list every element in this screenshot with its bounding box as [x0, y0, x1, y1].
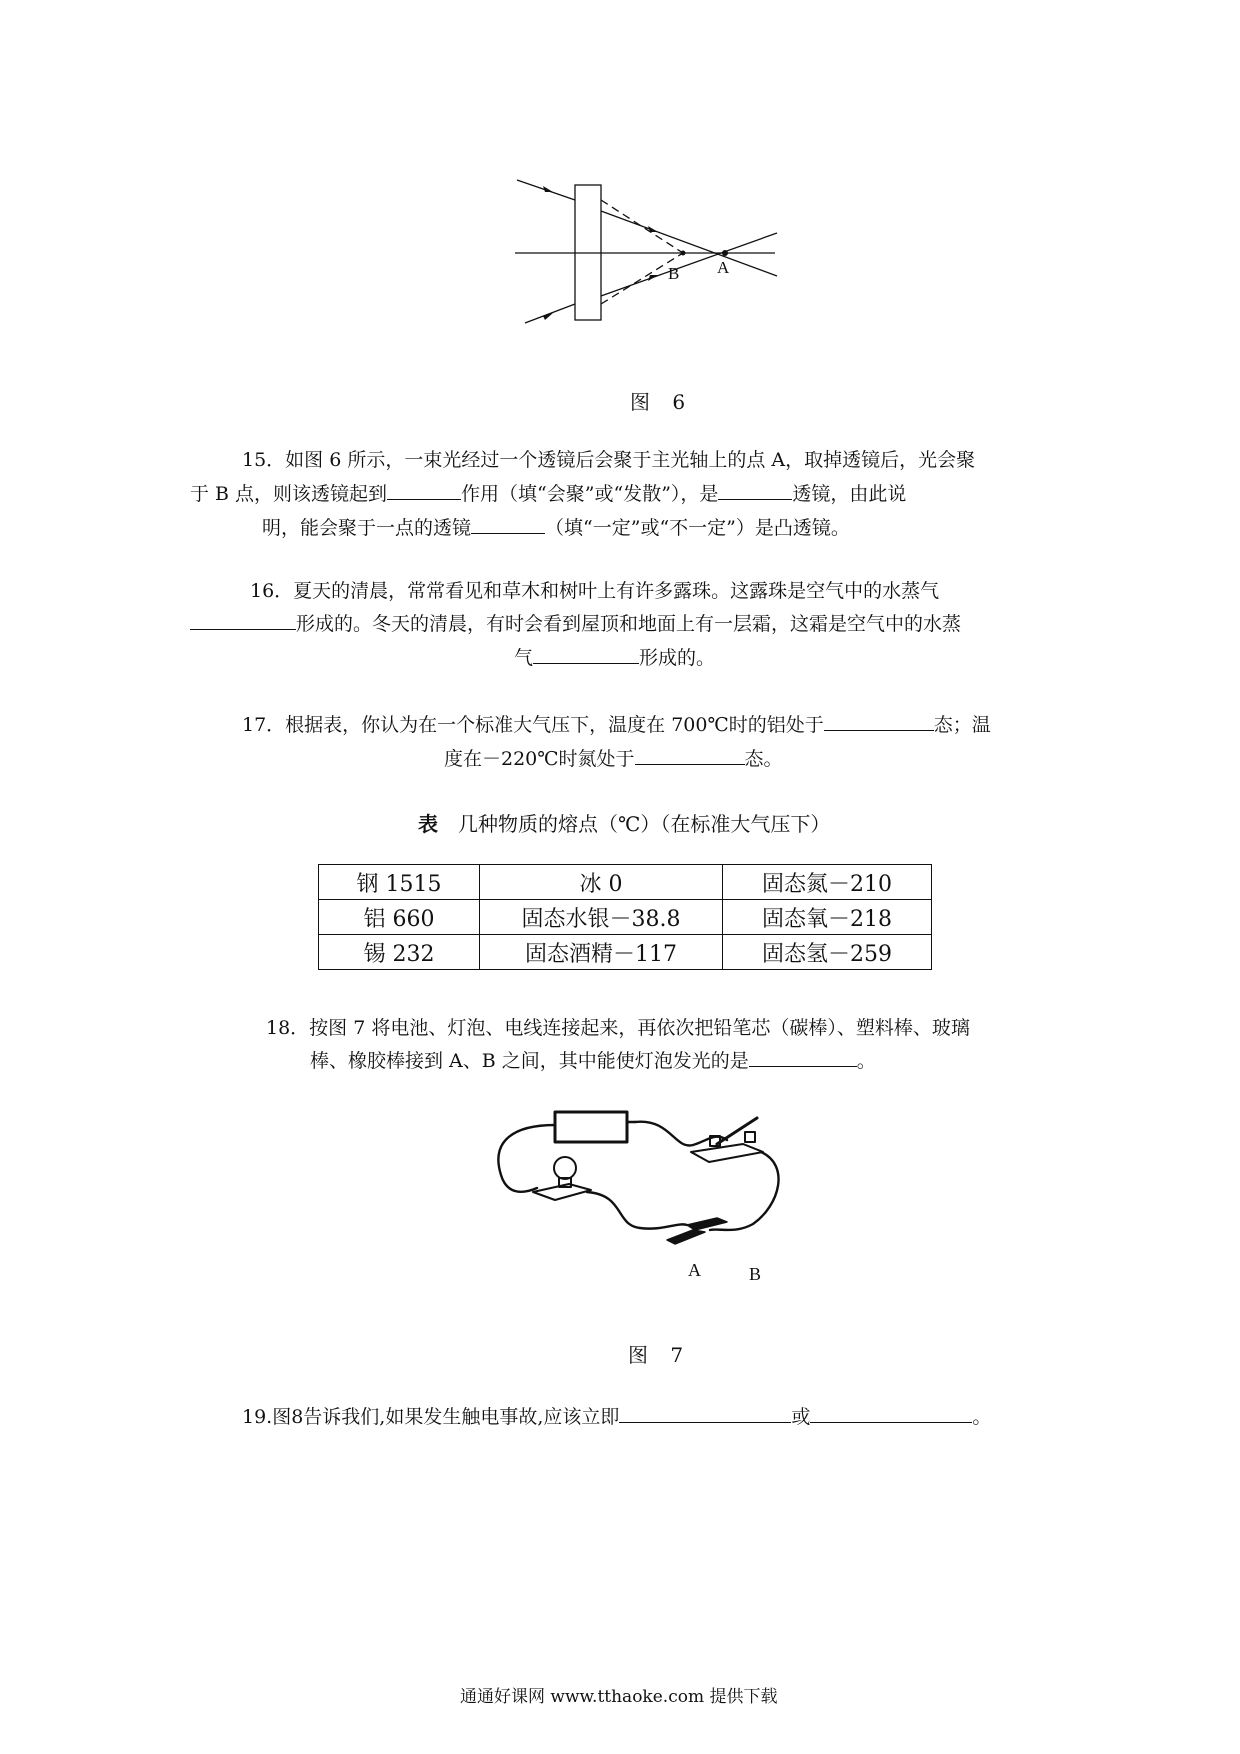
label-b: B [668, 264, 680, 283]
wire [587, 1192, 687, 1229]
q17-blank-1[interactable] [824, 712, 934, 731]
battery [555, 1112, 627, 1142]
q16-line-2 [190, 611, 961, 637]
table-cell: 固态水银－38.8 [480, 900, 723, 935]
arrow-head [543, 186, 553, 192]
q15-text: 明，能会聚于一点的透镜 [262, 517, 472, 539]
q16-blank-2[interactable] [533, 645, 639, 664]
q16-text: 形成的。冬天的清晨，有时会看到屋顶和地面上有一层霜，这霜是空气中的水蒸 [296, 613, 962, 635]
q15-blank-2[interactable] [718, 481, 792, 500]
wire [635, 1122, 727, 1146]
q18-text: 。 [856, 1050, 876, 1072]
q15-text: 于 B 点，则该透镜起到 [190, 483, 388, 505]
clip-b [667, 1230, 705, 1244]
q15-line-2 [190, 481, 906, 507]
q18-line-2 [310, 1048, 876, 1074]
q18-line-1: 18．按图 7 将电池、灯泡、电线连接起来，再依次把铅笔芯（碳棒）、塑料棒、玻璃 [266, 1017, 970, 1039]
point-b [681, 251, 686, 256]
q19-blank-2[interactable] [810, 1404, 972, 1423]
table-label: 表 [418, 812, 438, 836]
q17-text: 态。 [744, 748, 783, 770]
q15-line-1: 15．如图 6 所示，一束光经过一个透镜后会聚于主光轴上的点 A，取掉透镜后，光会聚 [242, 449, 976, 471]
table-cell: 固态氧－218 [723, 900, 932, 935]
table-cell: 固态酒精－117 [480, 935, 723, 970]
switch-post [745, 1132, 755, 1142]
q19-line [242, 1404, 991, 1430]
refracted-ray-bottom [601, 233, 777, 296]
q16-text: 气 [514, 647, 534, 669]
q17-line-1 [242, 712, 991, 738]
q17-blank-2[interactable] [635, 746, 745, 765]
q15-blank-1[interactable] [387, 481, 461, 500]
wire [710, 1152, 779, 1230]
refracted-ray-top [601, 211, 777, 276]
figure-6-caption: 图 6 [630, 390, 694, 414]
table-cell: 冰 0 [480, 865, 723, 900]
table-cell: 固态氢－259 [723, 935, 932, 970]
table-cell: 铝 660 [319, 900, 480, 935]
q17-text: 17．根据表，你认为在一个标准大气压下，温度在 700℃时的铝处于 [242, 714, 824, 736]
q18-text: 棒、橡胶棒接到 A、B 之间，其中能使灯泡发光的是 [310, 1050, 749, 1072]
wire [498, 1125, 555, 1192]
q15-text: 透镜，由此说 [792, 483, 907, 505]
footer-text: 通通好课网 www.tthaoke.com 提供下载 [460, 1687, 778, 1707]
figure-6-lens-diagram [515, 168, 795, 328]
q16-line-3 [514, 645, 715, 671]
table-cell: 钢 1515 [319, 865, 480, 900]
q19-blank-1[interactable] [619, 1404, 791, 1423]
point-a [722, 250, 728, 256]
q16-blank-1[interactable] [190, 611, 296, 630]
switch-base [691, 1144, 763, 1162]
figure-7-circuit-diagram [495, 1100, 815, 1300]
q16-text: 形成的。 [639, 647, 716, 669]
table-row [319, 900, 932, 935]
table-cell: 锡 232 [319, 935, 480, 970]
table-row [319, 935, 932, 970]
figure-7-caption: 图 7 [628, 1343, 692, 1367]
arrow-head [648, 275, 658, 281]
label-a: A [717, 258, 730, 277]
melting-point-table [318, 864, 932, 970]
bulb [554, 1157, 576, 1179]
q17-text: 态；温 [933, 714, 991, 736]
table-row [319, 865, 932, 900]
label-a: A [688, 1260, 701, 1280]
q17-text: 度在－220℃时氮处于 [444, 748, 635, 770]
q15-text: 作用（填“会聚”或“发散”），是 [461, 483, 719, 505]
q19-text: 或 [791, 1406, 811, 1428]
q19-text: 。 [972, 1406, 992, 1428]
q16-line-1: 16．夏天的清晨，常常看见和草木和树叶上有许多露珠。这露珠是空气中的水蒸气 [250, 580, 940, 602]
table-title [418, 808, 830, 837]
q19-text: 19.图8告诉我们,如果发生触电事故,应该立即 [242, 1406, 620, 1428]
table-cell: 固态氮－210 [723, 865, 932, 900]
incoming-ray-bottom [525, 304, 575, 323]
clip-a [687, 1218, 727, 1230]
label-b: B [749, 1264, 762, 1284]
table-title-text: 几种物质的熔点（℃）（在标准大气压下） [458, 812, 831, 836]
q15-blank-3[interactable] [471, 515, 545, 534]
q18-blank-1[interactable] [749, 1048, 857, 1067]
q15-text: （填“一定”或“不一定”）是凸透镜。 [545, 517, 850, 539]
q15-line-3 [262, 515, 850, 541]
q17-line-2 [444, 746, 783, 772]
